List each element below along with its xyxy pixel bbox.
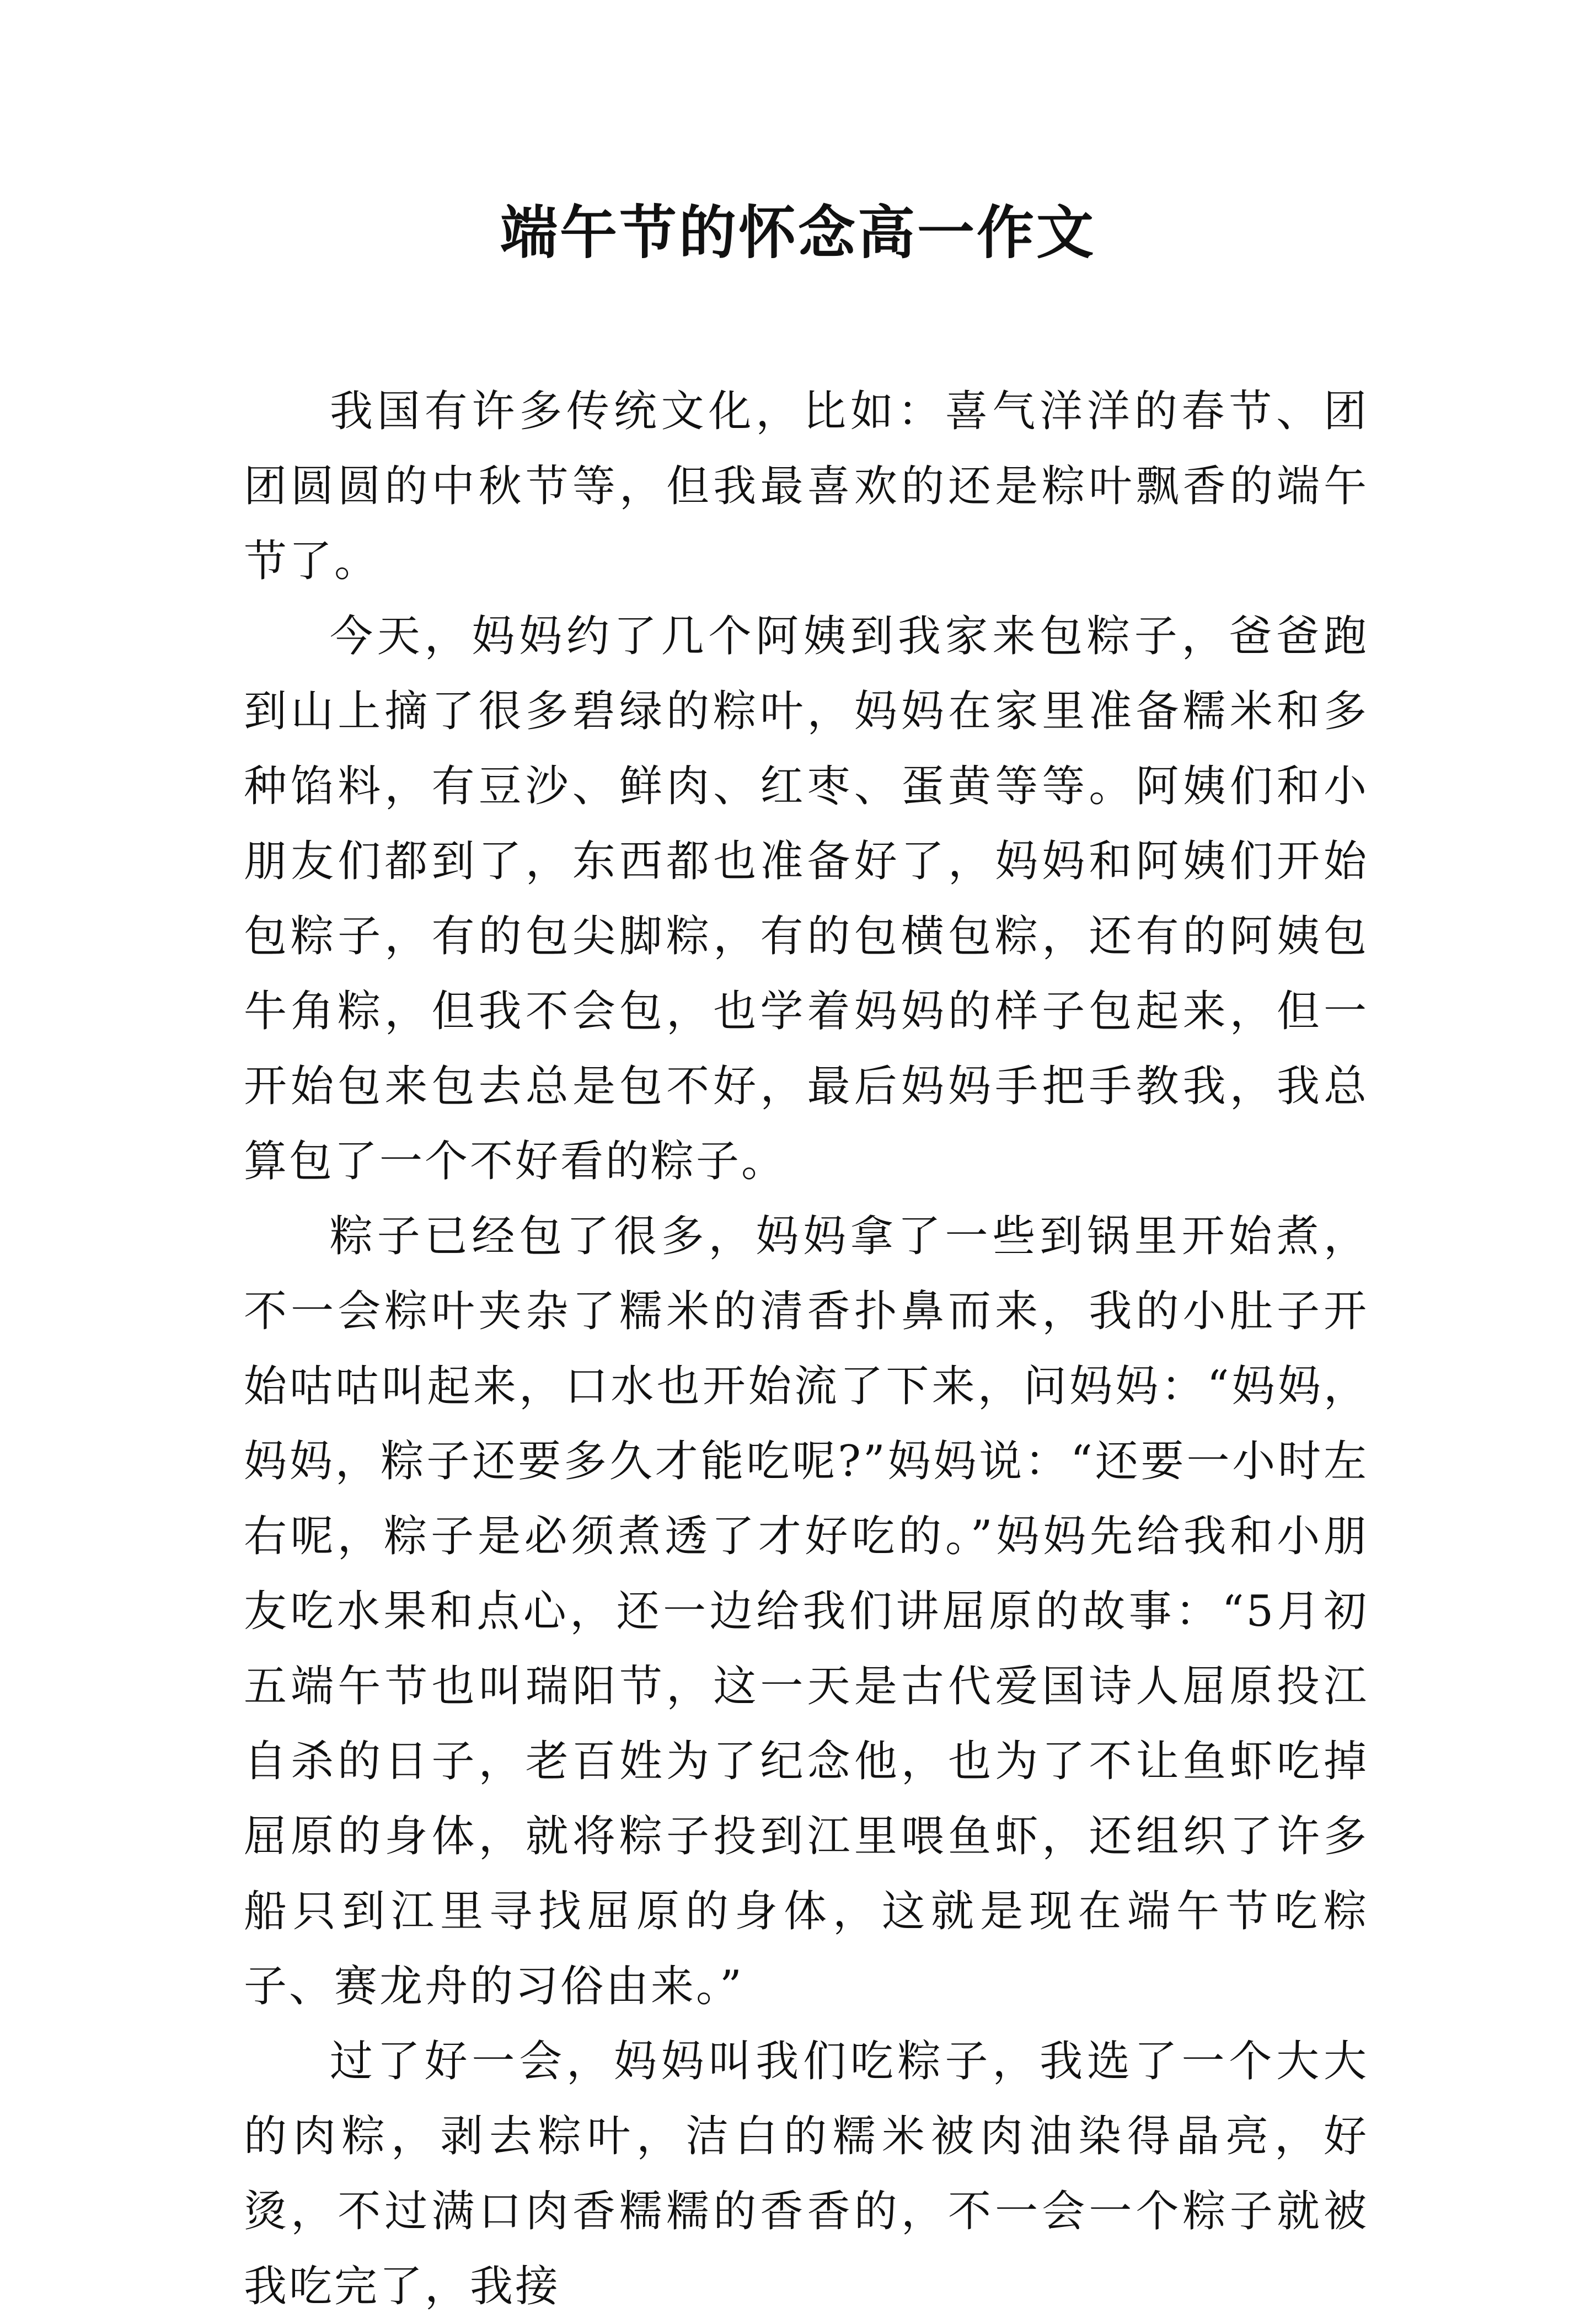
page-title: 端午节的怀念高一作文: [500, 199, 1096, 266]
paragraph-3: 粽子已经包了很多，妈妈拿了一些到锅里开始煮，不一会粽叶夹杂了糯米的清香扑鼻而来，我的小肚子开始咕咕叫起来，口水也开始流了下来，问妈妈：“妈妈，妈妈，粽子还要多久才能吃呢?”妈妈说：“还要一小时左右呢，粽子是必须煮透了才好吃的。”妈妈先给我和小朋友吃水果和点心，还一边给我们讲屈原的故事：“5月初五端午节也叫瑞阳节，这一天是古代爱国诗人屈原投江自杀的日子，老百姓为了纪念他，也为了不让鱼虾吃掉屈原的身体，就将粽子投到江里喂鱼虾，还组织了许多船只到江里寻找屈原的身体，这就是现在端午节吃粽子、赛龙舟的习俗由来。”: [244, 1212, 1369, 2011]
paragraph-4: 过了好一会，妈妈叫我们吃粽子，我选了一个大大的肉粽，剥去粽叶，洁白的糯米被肉油染得晶亮，好烫，不过满口肉香糯糯的香香的，不一会一个粽子就被我吃完了，我接: [244, 2037, 1369, 2311]
paragraph-2: 今天，妈妈约了几个阿姨到我家来包粽子，爸爸跑到山上摘了很多碧绿的粽叶，妈妈在家里准备糯米和多种馅料，有豆沙、鲜肉、红枣、蛋黄等等。阿姨们和小朋友们都到了，东西都也准备好了，妈妈和阿姨们开始包粽子，有的包尖脚粽，有的包横包粽，还有的阿姨包牛角粽，但我不会包，也学着妈妈的样子包起来，但一开始包来包去总是包不好，最后妈妈手把手教我，我总算包了一个不好看的粽子。: [244, 612, 1369, 1186]
paragraph-1: 我国有许多传统文化，比如：喜气洋洋的春节、团团圆圆的中秋节等，但我最喜欢的还是粽叶飘香的端午节了。: [244, 387, 1369, 586]
article-body: [244, 374, 1369, 2324]
